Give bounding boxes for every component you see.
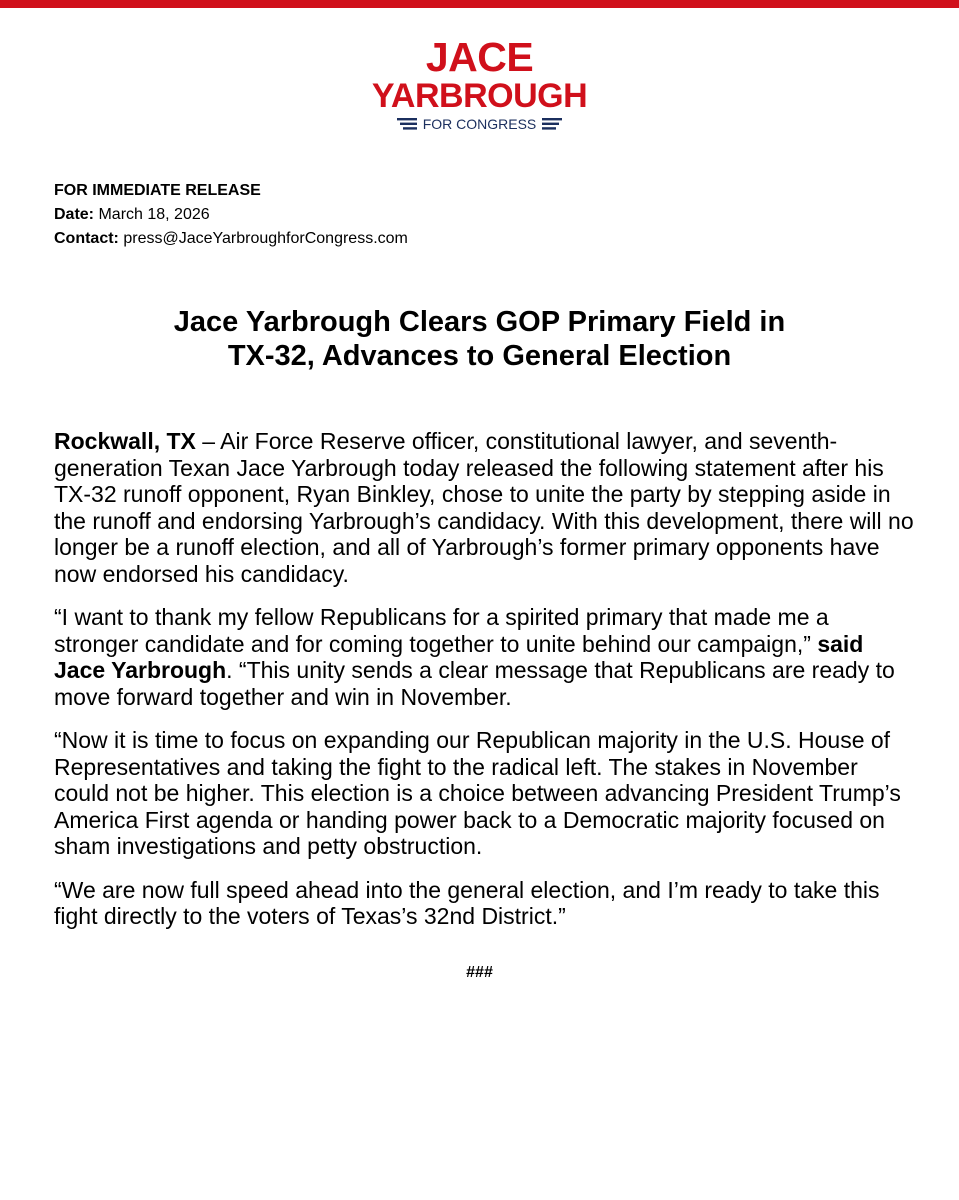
logo-first-name: JACE [425,34,534,80]
body-paragraph-2: “I want to thank my fellow Republicans for a spirited primary that made me a stronger candidate and for coming together to unite behind our campaign,” said Jace Yarbrough. “This unity sends a clear message that Republicans are ready to move forward together and win in November. [54,604,895,710]
body-paragraph-4: “We are now full speed ahead into the general election, and I’m ready to take this fight directly to the voters of Texas’s 32nd District.” [54,876,880,929]
attribution: said Jace Yarbrough [54,630,864,683]
logo-tagline-row [0,116,959,132]
headline-line-2: TX-32, Advances to General Election [227,340,732,372]
press-release-headline [0,305,959,373]
press-release-body [54,428,914,947]
headline-line-1: Jace Yarbrough Clears GOP Primary Field in [173,306,786,338]
body-paragraph-3: “Now it is time to focus on expanding our Republican majority in the U.S. House of Representatives and taking the fight to the radical left. The stakes in November could not be higher. This election is a choice between advancing President Trump’s America First agenda or handing power back to a Democratic majority focused on sham investigations and petty obstruction. [54,727,901,859]
dateline: Rockwall, TX [54,428,196,454]
body-paragraph-1: Rockwall, TX – Air Force Reserve officer, constitutional lawyer, and seventh-generation Texan Jace Yarbrough today released the following statement after his TX-32 runoff opponent, Ryan Binkley, chose to unite the party by stepping aside in the runoff and endorsing Yarbrough’s candidacy. With this development, there will no longer be a runoff election, and all of Yarbrough’s former primary opponents have now endorsed his candidacy. [54,428,914,587]
release-contact: Contact: press@JaceYarbroughforCongress.com [54,230,408,247]
release-meta [54,179,408,251]
end-mark: ### [466,964,493,981]
logo-last-name: YARBROUGH [371,77,588,115]
logo-tagline: FOR CONGRESS [422,116,537,132]
release-date: Date: March 18, 2026 [54,206,210,223]
top-accent-bar [0,0,959,8]
release-label: FOR IMMEDIATE RELEASE [54,182,261,199]
wing-right-icon [542,118,562,130]
wing-left-icon [397,118,417,130]
campaign-logo [0,34,959,132]
contact-email: press@JaceYarbroughforCongress.com [123,230,408,247]
